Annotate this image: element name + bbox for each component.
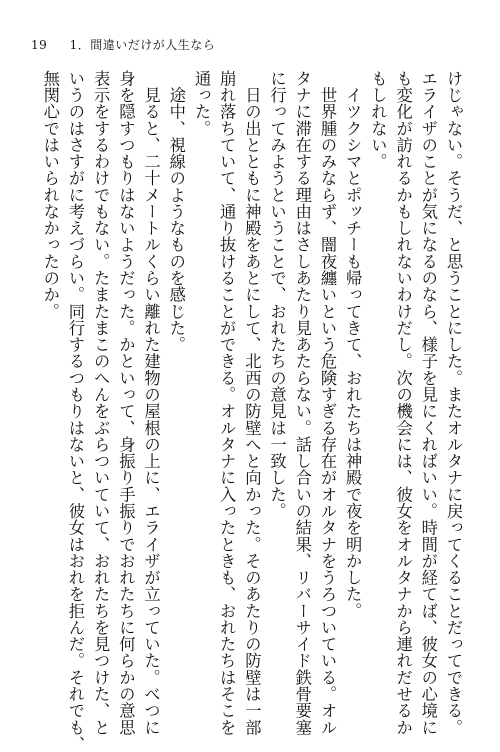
text-line: エライザのことが気になるのなら、様子を見にくればいい。時間が経てば、彼女の心境に xyxy=(418,70,438,736)
text-line: 世界腫のみならず、闇夜纏いという危険すぎる存在がオルタナをうろついている。オル xyxy=(317,70,337,736)
text-line: タナに滞在する理由はさしあたり見あたらない。話し合いの結果、リバーサイド鉄骨要塞 xyxy=(292,70,312,736)
chapter-title: 1．間違いだけが人生なら xyxy=(69,38,216,52)
text-line: 見ると、二十メートルくらい離れた建物の屋根の上に、エライザが立っていた。べつに xyxy=(141,70,161,736)
text-line: に行ってみようということで、おれたちの意見は一致した。 xyxy=(267,70,287,520)
text-line: 通った。 xyxy=(191,70,211,137)
text-line: 途中、視線のようなものを感じた。 xyxy=(166,70,186,353)
running-header xyxy=(31,36,215,53)
text-line: イツクシマとポッチーも帰ってきて、おれたちは神殿で夜を明かした。 xyxy=(343,70,363,620)
page-number: 19 xyxy=(31,38,48,52)
text-line: 崩れ落ちていて、通り抜けることができる。オルタナに入ったときも、おれたちはそこを xyxy=(217,70,237,736)
text-line: 日の出とともに神殿をあとにして、北西の防壁へと向かった。そのあたりの防壁は一部 xyxy=(242,70,262,736)
vertical-body-text xyxy=(38,70,466,752)
text-line: 無関心ではいられなかったのか。 xyxy=(40,70,60,320)
text-line: いうのはさすがに考えづらい。同行するつもりはないと、彼女はおれを拒んだ。それでも、 xyxy=(65,70,85,752)
text-line: も変化が訪れるかもしれないわけだし。次の機会には、彼女をオルタナから連れだせるか xyxy=(393,70,413,736)
text-line: もしれない。 xyxy=(368,70,388,170)
text-line: けじゃない。そうだ、と思うことにした。またオルタナに戻ってくることだってできる。 xyxy=(444,70,463,736)
text-line: 身を隠すつもりはないようだった。かといって、身振り手振りでおれたちに何らかの意思 xyxy=(116,70,136,736)
text-line: 表示をするわけでもない。たまたまこのへんをぶらついていて、おれたちを見つけた、と xyxy=(91,70,111,736)
